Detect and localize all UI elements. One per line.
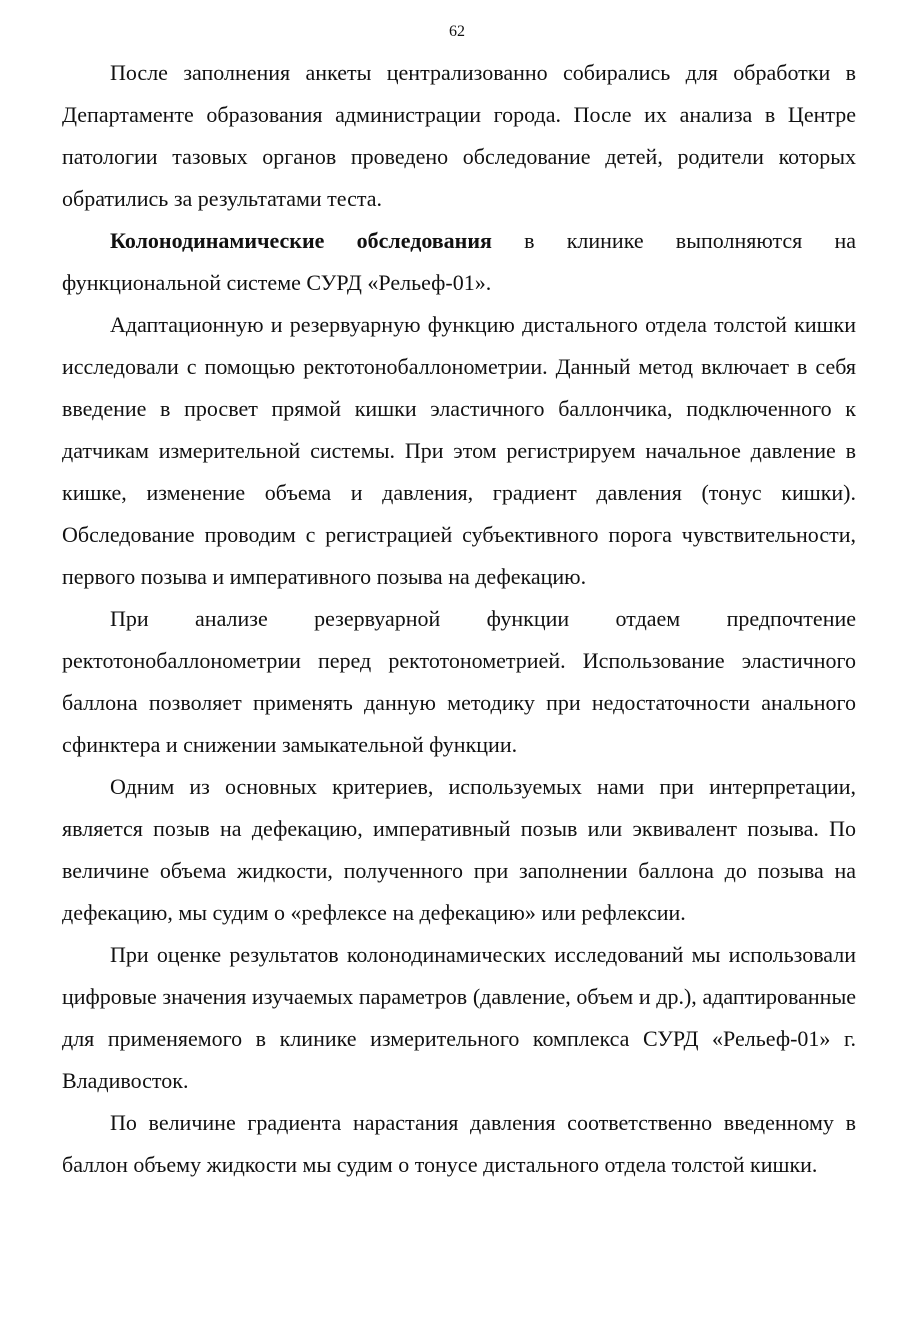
paragraph	[62, 934, 856, 1102]
paragraph	[62, 1102, 856, 1186]
paragraph	[62, 220, 856, 304]
paragraph-text: При оценке результатов колонодинамических исследований мы использовали цифровые значения изучаемых параметров (давление, объем и др.), адаптированные для применяемого в клинике измерительного комплекса СУРД «Рельеф-01» г. Владивосток.	[62, 942, 856, 1093]
page-number: 62	[449, 23, 465, 40]
paragraph	[62, 304, 856, 598]
paragraph	[62, 598, 856, 766]
bold-term: Колонодинамические обследования	[110, 228, 492, 253]
paragraph-text: Адаптационную и резервуарную функцию дистального отдела толстой кишки исследовали с помощью ректотонобаллонометрии. Данный метод включает в себя введение в просвет прямой кишки эластичного баллончика, подключенного к датчикам измерительной системы. При этом регистрируем начальное давление в кишке, изменение объема и давления, градиент давления (тонус кишки). Обследование проводим с регистрацией субъективного порога чувствительности, первого позыва и императивного позыва на дефекацию.	[62, 312, 856, 589]
paragraph-text: При анализе резервуарной функции отдаем предпочтение ректотонобаллонометрии перед ректотонометрией. Использование эластичного баллона позволяет применять данную методику при недостаточности анального сфинктера и снижении замыкательной функции.	[62, 606, 856, 757]
paragraph-text: Одним из основных критериев, используемых нами при интерпретации, является позыв на дефекацию, императивный позыв или эквивалент позыва. По величине объема жидкости, полученного при заполнении баллона до позыва на дефекацию, мы судим о «рефлексе на дефекацию» или рефлексии.	[62, 774, 856, 925]
body-text	[62, 52, 856, 1186]
paragraph-text: После заполнения анкеты централизованно собирались для обработки в Департаменте образования администрации города. После их анализа в Центре патологии тазовых органов проведено обследование детей, родители которых обратились за результатами теста.	[62, 60, 856, 211]
paragraph	[62, 766, 856, 934]
paragraph	[62, 52, 856, 220]
paragraph-text: в клинике выполняются на функциональной системе СУРД «Рельеф-01».	[62, 228, 856, 295]
paragraph-text: По величине градиента нарастания давления соответственно введенному в баллон объему жидкости мы судим о тонусе дистального отдела толстой кишки.	[62, 1110, 856, 1177]
